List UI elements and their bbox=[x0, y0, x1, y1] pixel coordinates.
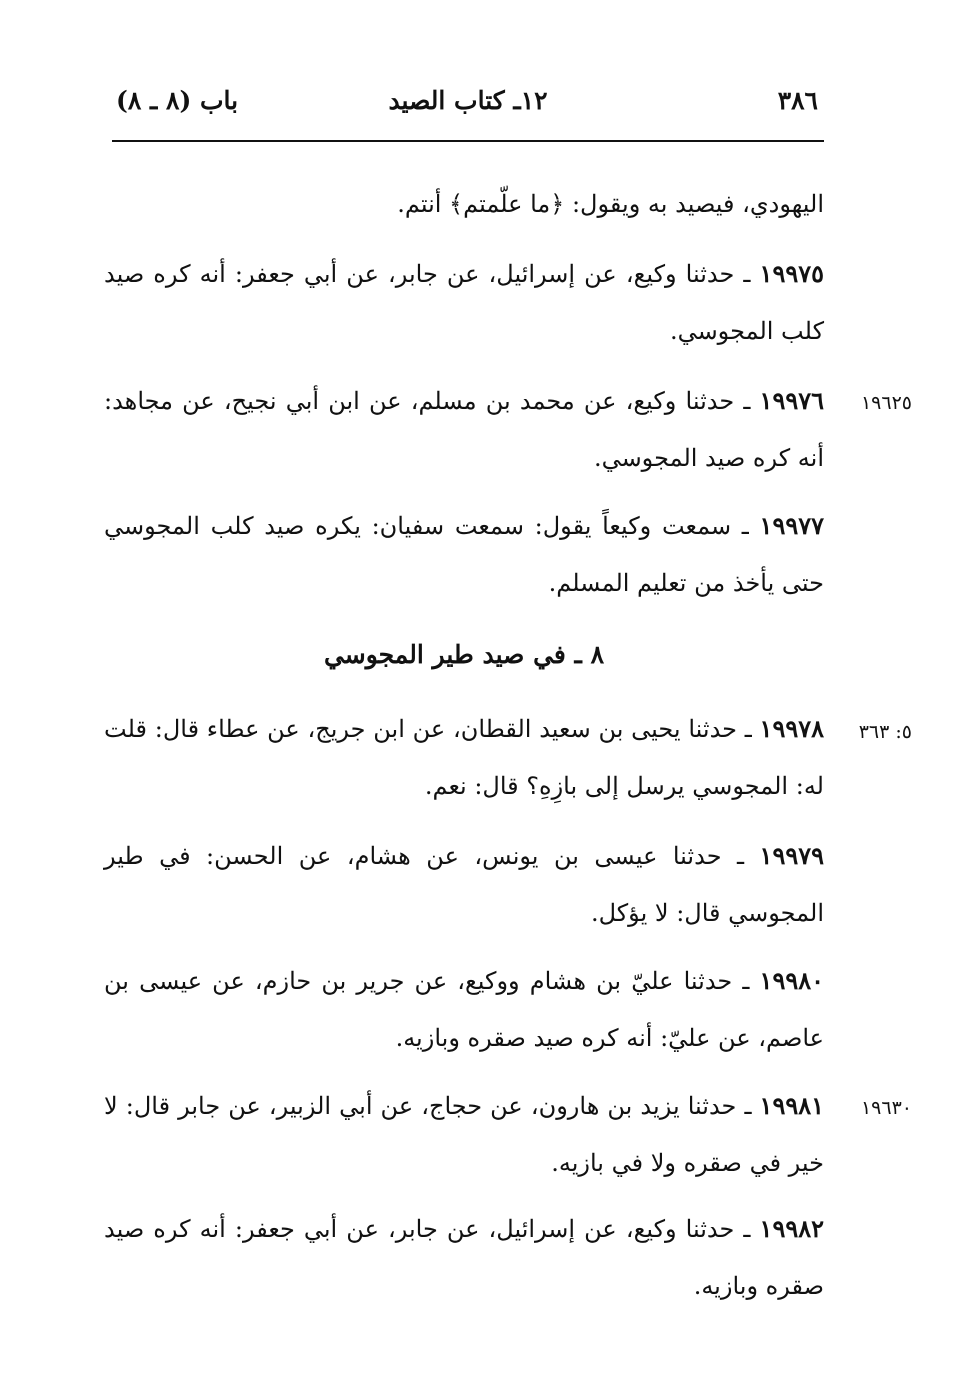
hadith-text: ـ حدثنا يحيى بن سعيد القطان، عن ابن جريج، عن عطاء قال: قلت له: المجوسي يرسل إلى بازِهِ؟ قال: نعم. bbox=[104, 715, 824, 800]
hadith-number: ١٩٩٧٨ bbox=[759, 714, 824, 743]
book-title: ١٢ـ كتاب الصيد bbox=[388, 86, 548, 115]
hadith-number: ١٩٩٧٩ bbox=[759, 841, 824, 870]
hadith-19978 bbox=[104, 700, 824, 815]
hadith-19982 bbox=[104, 1200, 824, 1315]
hadith-19980 bbox=[104, 952, 824, 1067]
hadith-19979 bbox=[104, 827, 824, 942]
hadith-number: ١٩٩٨١ bbox=[759, 1091, 824, 1120]
hadith-text: ـ حدثنا عليّ بن هشام ووكيع، عن جرير بن حازم، عن عيسى بن عاصم، عن عليّ: أنه كره صيد صقره وبازيه. bbox=[104, 967, 824, 1052]
hadith-19981 bbox=[104, 1077, 824, 1192]
header-rule bbox=[112, 140, 824, 142]
hadith-number: ١٩٩٧٦ bbox=[759, 386, 824, 415]
paragraph-text: اليهودي، فيصيد به ويقول: ﴿ما علّمتم﴾ أنتم. bbox=[397, 190, 824, 218]
hadith-text: ـ حدثنا يزيد بن هارون، عن حجاج، عن أبي الزبير، عن جابر قال: لا خير في صقره ولا في بازيه. bbox=[104, 1092, 824, 1177]
hadith-19977 bbox=[104, 497, 824, 612]
hadith-19975 bbox=[104, 245, 824, 360]
hadith-text: ـ سمعت وكيعاً يقول: سمعت سفيان: يكره صيد كلب المجوسي حتى يأخذ من تعليم المسلم. bbox=[104, 512, 824, 597]
margin-note-3: ١٩٦٣٠ bbox=[860, 1097, 912, 1119]
hadith-19976 bbox=[104, 372, 824, 487]
hadith-number: ١٩٩٧٧ bbox=[759, 511, 824, 540]
hadith-number: ١٩٩٨٢ bbox=[759, 1214, 824, 1243]
hadith-text: ـ حدثنا عيسى بن يونس، عن هشام، عن الحسن: في طير المجوسي قال: لا يؤكل. bbox=[104, 842, 824, 927]
chapter-reference: باب (٨ ـ ٨) bbox=[116, 86, 239, 115]
hadith-number: ١٩٩٧٥ bbox=[759, 259, 824, 288]
page-number: ٣٨٦ bbox=[777, 86, 818, 115]
margin-note-1: ١٩٦٢٥ bbox=[860, 392, 912, 414]
running-header bbox=[112, 84, 824, 124]
hadith-text: ـ حدثنا وكيع، عن إسرائيل، عن جابر، عن أبي جعفر: أنه كره صيد كلب المجوسي. bbox=[104, 260, 824, 345]
hadith-text: ـ حدثنا وكيع، عن إسرائيل، عن جابر، عن أبي جعفر: أنه كره صيد صقره وبازيه. bbox=[104, 1215, 824, 1300]
margin-note-2: ٥: ٣٦٣ bbox=[858, 721, 912, 743]
section-heading: ٨ ـ في صيد طير المجوسي bbox=[323, 640, 605, 669]
hadith-number: ١٩٩٨٠ bbox=[759, 966, 824, 995]
paragraph-continuation bbox=[104, 176, 824, 233]
hadith-text: ـ حدثنا وكيع، عن محمد بن مسلم، عن ابن أبي نجيح، عن مجاهد: أنه كره صيد المجوسي. bbox=[104, 387, 824, 472]
